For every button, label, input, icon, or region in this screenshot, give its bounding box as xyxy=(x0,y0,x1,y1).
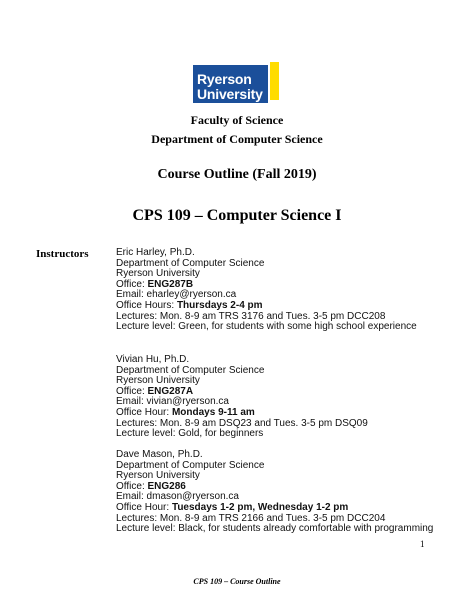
instructor-lectures: Lectures: Mon. 8-9 am TRS 2166 and Tues. 3-5 pm DCC204 xyxy=(116,512,386,524)
instructors-label: Instructors xyxy=(36,248,89,260)
instructor-level: Lecture level: Gold, for beginners xyxy=(116,428,264,440)
logo-blue-box xyxy=(193,65,268,103)
instructor-email: Email: eharley@ryerson.ca xyxy=(116,289,237,301)
instructor-email: Email: dmason@ryerson.ca xyxy=(116,491,239,503)
instructor-department: Department of Computer Science xyxy=(116,364,265,376)
department-heading: Department of Computer Science xyxy=(151,132,323,146)
instructor-name: Dave Mason, Ph.D. xyxy=(116,449,203,460)
instructor-email: Email: vivian@ryerson.ca xyxy=(116,396,229,408)
instructor-block xyxy=(116,450,461,535)
instructor-block xyxy=(116,355,461,440)
instructor-lectures: Lectures: Mon. 8-9 am TRS 3176 and Tues. 3-5 pm DCC208 xyxy=(116,310,386,322)
instructor-name: Eric Harley, Ph.D. xyxy=(116,247,195,258)
hours-value: Thursdays 2-4 pm xyxy=(176,299,263,311)
hours-prefix: Office Hours: xyxy=(116,299,177,311)
hours-value: Mondays 9-11 am xyxy=(171,406,255,418)
instructor-university: Ryerson University xyxy=(116,268,200,280)
office-room: ENG286 xyxy=(147,480,186,492)
logo-text-line2: University xyxy=(197,86,263,102)
hours-value: Tuesdays 1-2 pm, Wednesday 1-2 pm xyxy=(171,501,349,513)
hours-prefix: Office Hour: xyxy=(116,501,172,513)
logo-yellow-bar xyxy=(270,62,279,100)
course-title: CPS 109 – Computer Science I xyxy=(132,207,342,224)
instructor-university: Ryerson University xyxy=(116,375,200,387)
instructor-level: Lecture level: Green, for students with some high school experience xyxy=(116,321,417,333)
logo-text-line1: Ryerson xyxy=(197,71,252,87)
office-room: ENG287B xyxy=(147,278,194,290)
outline-title: Course Outline (Fall 2019) xyxy=(157,167,317,182)
office-prefix: Office: xyxy=(116,385,148,397)
page-number: 1 xyxy=(420,539,425,549)
faculty-heading: Faculty of Science xyxy=(190,113,284,127)
instructor-hours xyxy=(116,301,461,312)
ryerson-university-logo xyxy=(193,62,281,103)
instructor-hours xyxy=(116,408,461,419)
instructor-level: Lecture level: Black, for students already comfortable with programming xyxy=(116,523,434,535)
instructor-lectures: Lectures: Mon. 8-9 am DSQ23 and Tues. 3-5 pm DSQ09 xyxy=(116,417,368,429)
instructor-department: Department of Computer Science xyxy=(116,257,265,269)
instructor-block xyxy=(116,248,461,333)
instructor-hours xyxy=(116,503,461,514)
office-prefix: Office: xyxy=(116,278,148,290)
instructor-department: Department of Computer Science xyxy=(116,459,265,471)
office-prefix: Office: xyxy=(116,480,148,492)
instructor-university: Ryerson University xyxy=(116,470,200,482)
instructor-name: Vivian Hu, Ph.D. xyxy=(116,354,190,365)
page-footer: CPS 109 – Course Outline xyxy=(193,577,281,586)
office-room: ENG287A xyxy=(147,385,194,397)
hours-prefix: Office Hour: xyxy=(116,406,172,418)
